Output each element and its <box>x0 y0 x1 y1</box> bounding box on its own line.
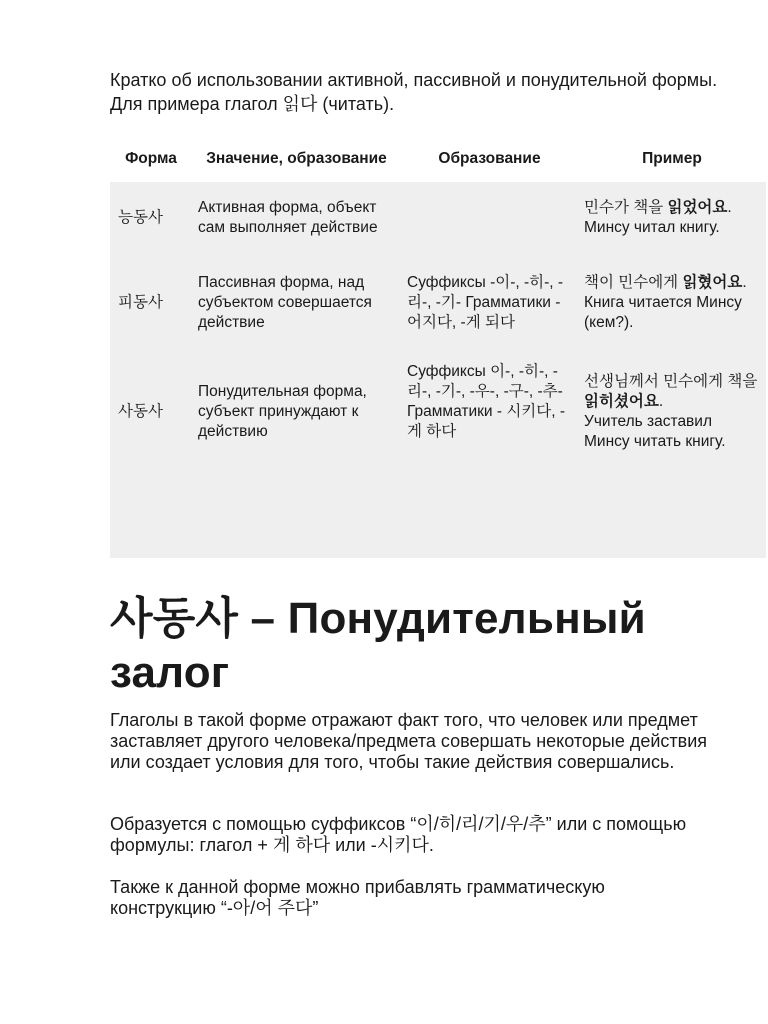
form-cell: 능동사 <box>118 208 163 226</box>
example-korean-start: 선생님께서 민수에게 책을 <box>584 373 758 390</box>
example-korean <box>584 273 760 293</box>
header-form: Форма <box>125 150 177 167</box>
header-meaning: Значение, образование <box>206 150 387 167</box>
example-russian: Книга читается Минсу (кем?). <box>584 293 742 331</box>
form-cell: 피동사 <box>118 293 163 311</box>
table-row <box>110 182 766 253</box>
example-korean-verb: 읽혔어요 <box>682 273 743 291</box>
example-korean-end: . <box>658 393 664 410</box>
header-example: Пример <box>642 150 702 167</box>
section-title: 사동사 – Понудительный залог <box>110 594 646 697</box>
table-header-row <box>110 136 766 182</box>
formation-text: Суффиксы 이-, -히-, -리-, -기-, -우-, -구-, -추- Грамматики - 시키다, -게 하다 <box>407 363 566 440</box>
paragraph-formation: Образуется с помощью суффиксов “이/히/리/기/우/추” или с помощью формулы: глагол + 게 하다 или -시키다. <box>110 814 687 855</box>
example-korean-end: . <box>742 273 747 291</box>
meaning-cell: Пассивная форма, над субъектом совершается действие <box>198 273 372 331</box>
example-cell <box>578 253 766 352</box>
example-korean <box>584 372 760 412</box>
example-korean-verb: 읽히셨어요 <box>584 393 659 410</box>
form-cell: 사동사 <box>118 403 163 420</box>
intro-text: Кратко об использовании активной, пассивной и понудительной формы. Для примера глагол 읽다 (читать). <box>110 70 718 114</box>
example-cell <box>578 352 766 558</box>
example-korean-start: 책이 민수에게 <box>584 273 683 291</box>
example-korean-verb: 읽었어요 <box>667 198 728 216</box>
example-korean-end: . <box>727 198 732 216</box>
paragraph-construction: Также к данной форме можно прибавлять грамматическую конструкцию “-아/어 주다” <box>110 877 605 918</box>
grammar-forms-table <box>110 136 766 558</box>
example-cell <box>578 182 766 253</box>
formation-cell <box>401 352 578 558</box>
header-formation: Образование <box>438 150 541 167</box>
formation-cell <box>401 182 578 253</box>
example-korean-start: 민수가 책을 <box>584 198 668 216</box>
meaning-cell: Понудительная форма, субъект принуждают к действию <box>198 383 367 440</box>
table-row <box>110 253 766 352</box>
formation-cell: Суффиксы -이-, -히-, -리-, -기- Грамматики - 어지다, -게 되다 <box>407 273 564 331</box>
paragraph-definition: Глаголы в такой форме отражают факт того, что человек или предмет заставляет другого человека/предмета совершать некоторые действия или создает условия для того, чтобы такие действия совершались. <box>110 710 708 772</box>
meaning-cell: Активная форма, объект сам выполняет действие <box>198 198 378 236</box>
example-russian: Минсу читал книгу. <box>584 218 720 236</box>
table-row <box>110 352 766 558</box>
example-korean <box>584 198 760 218</box>
example-russian: Учитель заставил Минсу читать книгу. <box>584 413 726 450</box>
